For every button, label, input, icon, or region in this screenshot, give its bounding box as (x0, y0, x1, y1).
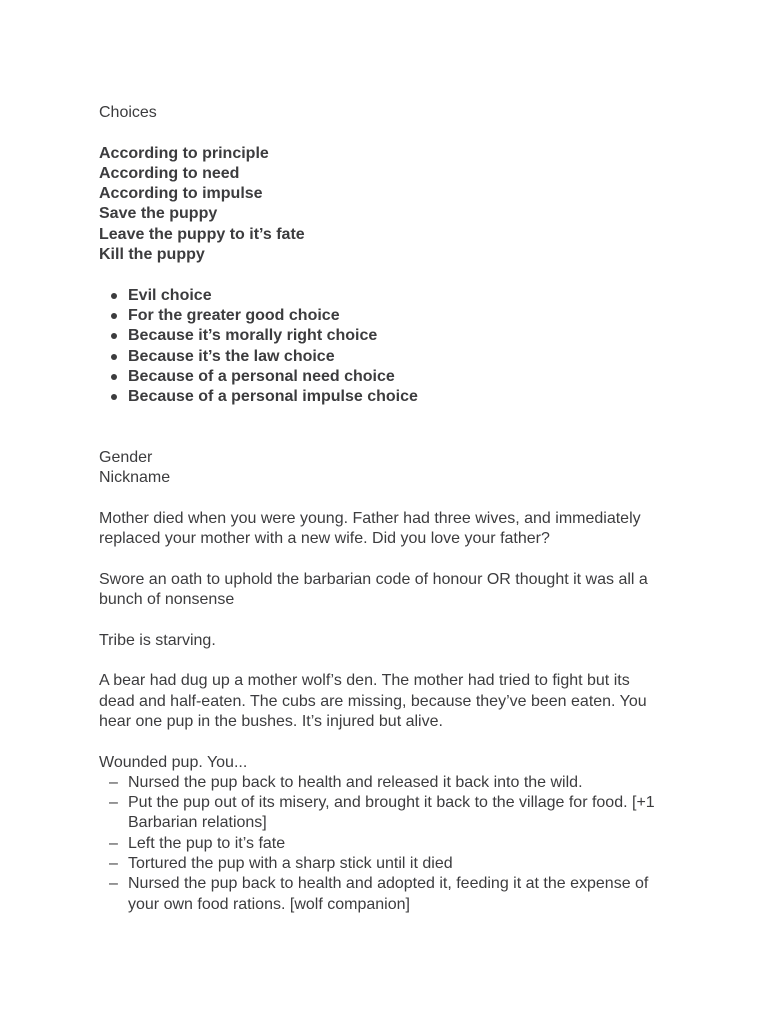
spacer (99, 407, 669, 448)
list-item: Because it’s morally right choice (99, 326, 669, 346)
list-item: Because of a personal impulse choice (99, 387, 669, 407)
dash-marker: – (109, 794, 118, 812)
dash-marker: – (109, 854, 118, 872)
paragraph-mother: Mother died when you were young. Father had three wives, and immediately replaced your mother with a new wife. Did you love your father? (99, 509, 641, 548)
spacer (99, 265, 669, 285)
spacer (99, 651, 669, 671)
list-item: Because of a personal need choice (99, 367, 669, 387)
dash-marker: – (109, 834, 118, 852)
choice-line: According to impulse (99, 185, 263, 203)
list-item: For the greater good choice (99, 306, 669, 326)
list-item (99, 834, 669, 854)
list-item (99, 854, 669, 874)
gender-label: Gender (99, 449, 153, 467)
pup-option-text: Put the pup out of its misery, and brought it back to the village for food. [+1 Barbarian relations] (128, 794, 655, 832)
choice-lines (99, 144, 669, 266)
list-item (99, 793, 669, 834)
paragraph-oath: Swore an oath to uphold the barbarian code of honour OR thought it was all a bunch of nonsense (99, 570, 648, 609)
pup-option-text: Tortured the pup with a sharp stick until it died (128, 854, 453, 872)
document-body (99, 103, 669, 915)
paragraph-bear: A bear had dug up a mother wolf’s den. The mother had tried to fight but its dead and half-eaten. The cubs are missing, because they’ve been eaten. You hear one pup in the bushes. It’s injured but alive. (99, 672, 647, 730)
spacer (99, 610, 669, 630)
pup-heading: Wounded pup. You... (99, 753, 248, 771)
choice-line: Leave the puppy to it’s fate (99, 225, 305, 243)
page-title: Choices (99, 104, 157, 121)
choice-line: According to principle (99, 144, 269, 162)
choice-line: Save the puppy (99, 205, 218, 223)
pup-option-text: Left the pup to it’s fate (128, 834, 286, 852)
paragraph-tribe: Tribe is starving. (99, 631, 216, 649)
spacer (99, 550, 669, 570)
choice-line: According to need (99, 164, 240, 182)
spacer (99, 123, 669, 143)
pup-option-text: Nursed the pup back to health and released it back into the wild. (128, 773, 583, 791)
list-item (99, 773, 669, 793)
list-item: Evil choice (99, 286, 669, 306)
spacer (99, 489, 669, 509)
dash-marker: – (109, 773, 118, 791)
nickname-label: Nickname (99, 469, 171, 487)
pup-option-text: Nursed the pup back to health and adopted it, feeding it at the expense of your own food rations. [wolf companion] (128, 875, 649, 913)
list-item (99, 874, 669, 915)
spacer (99, 732, 669, 752)
choice-type-list (99, 286, 669, 408)
pup-option-list (99, 773, 669, 915)
list-item: Because it’s the law choice (99, 347, 669, 367)
dash-marker: – (109, 875, 118, 893)
choice-line: Kill the puppy (99, 246, 205, 264)
